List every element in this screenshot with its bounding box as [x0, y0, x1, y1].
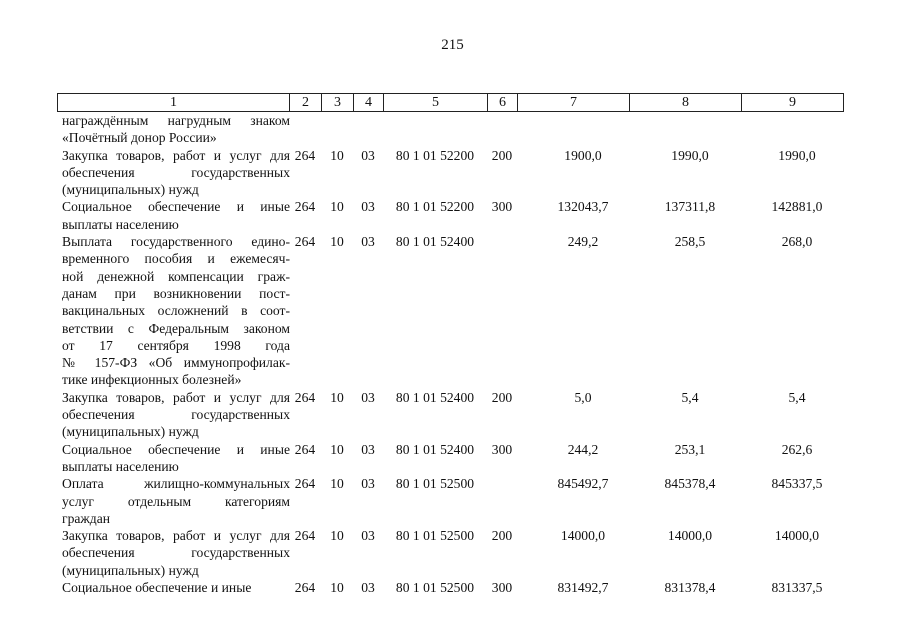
cell-c7: 249,2	[567, 234, 599, 250]
cell-c7: 845492,7	[557, 476, 609, 492]
table-row	[57, 527, 843, 579]
row-description	[62, 475, 290, 527]
cell-c6: 200	[491, 528, 513, 544]
column-header: 1	[58, 94, 290, 112]
cell-c4: 03	[361, 389, 375, 405]
row-description	[62, 198, 290, 233]
cell-c8: 5,4	[681, 389, 699, 405]
cell-c5: 80 1 01 52200	[395, 199, 475, 215]
cell-c5: 80 1 01 52400	[395, 441, 475, 457]
cell-c5: 80 1 01 52400	[395, 234, 475, 250]
cell-c7: 831492,7	[557, 580, 609, 596]
cell-c3: 10	[330, 441, 344, 457]
cell-c4: 03	[361, 147, 375, 163]
cell-c2: 264	[294, 441, 316, 457]
cell-c8: 831378,4	[664, 580, 716, 596]
table-row	[57, 389, 843, 441]
cell-c4: 03	[361, 476, 375, 492]
cell-c6: 200	[491, 147, 513, 163]
cell-c8: 258,5	[674, 234, 706, 250]
row-description	[62, 441, 290, 476]
cell-c8: 14000,0	[667, 528, 713, 544]
cell-c2: 264	[294, 199, 316, 215]
table-row	[57, 579, 843, 596]
cell-c2: 264	[294, 389, 316, 405]
description-line: обеспечения государственных	[62, 407, 290, 423]
cell-c2: 264	[294, 147, 316, 163]
cell-c7: 5,0	[574, 389, 592, 405]
row-description	[62, 579, 290, 596]
description-line: № 157-ФЗ «Об иммунопрофилак-	[62, 355, 290, 371]
description-line: от 17 сентября 1998 года	[62, 337, 290, 353]
cell-c9: 845337,5	[771, 476, 823, 492]
description-line: Закупка товаров, работ и услуг для	[62, 389, 290, 405]
table-row	[57, 475, 843, 527]
cell-c3: 10	[330, 528, 344, 544]
row-description	[62, 233, 290, 389]
table-row	[57, 233, 843, 389]
description-line: (муниципальных) нужд	[62, 182, 199, 198]
column-header-table	[57, 93, 844, 112]
cell-c6: 200	[491, 389, 513, 405]
description-line: (муниципальных) нужд	[62, 562, 199, 578]
cell-c9: 262,6	[781, 441, 813, 457]
cell-c9: 14000,0	[774, 528, 820, 544]
cell-c7: 132043,7	[557, 199, 609, 215]
table-row	[57, 112, 843, 147]
cell-c5: 80 1 01 52200	[395, 147, 475, 163]
cell-c4: 03	[361, 528, 375, 544]
column-header-row	[58, 94, 844, 112]
column-header: 3	[322, 94, 354, 112]
description-line: временного пособия и ежемесяч-	[62, 251, 290, 267]
cell-c2: 264	[294, 476, 316, 492]
cell-c4: 03	[361, 441, 375, 457]
column-header: 2	[290, 94, 322, 112]
description-line: Оплата жилищно-коммунальных	[62, 476, 290, 492]
cell-c4: 03	[361, 580, 375, 596]
cell-c5: 80 1 01 52500	[395, 580, 475, 596]
cell-c6: 300	[491, 441, 513, 457]
page-number: 215	[441, 37, 464, 53]
description-line: выплаты населению	[62, 458, 179, 474]
column-header: 5	[384, 94, 488, 112]
cell-c5: 80 1 01 52400	[395, 389, 475, 405]
description-line: награждённым нагрудным знаком	[62, 113, 290, 128]
cell-c9: 5,4	[788, 389, 806, 405]
description-line: Социальное обеспечение и иные	[62, 441, 290, 457]
cell-c4: 03	[361, 234, 375, 250]
cell-c2: 264	[294, 234, 316, 250]
description-line: Социальное обеспечение и иные	[62, 199, 290, 215]
column-header: 6	[488, 94, 518, 112]
description-line: обеспечения государственных	[62, 545, 290, 561]
column-header: 4	[354, 94, 384, 112]
cell-c9: 831337,5	[771, 580, 823, 596]
cell-c8: 253,1	[674, 441, 706, 457]
description-line: тике инфекционных болезней»	[62, 372, 242, 388]
cell-c7: 14000,0	[560, 528, 606, 544]
column-header: 8	[630, 94, 742, 112]
cell-c7: 1900,0	[564, 147, 602, 163]
description-line: граждан	[62, 510, 111, 526]
description-line: данам при возникновении пост-	[62, 285, 290, 301]
cell-c9: 268,0	[781, 234, 813, 250]
table-row	[57, 441, 843, 476]
cell-c5: 80 1 01 52500	[395, 476, 475, 492]
cell-c2: 264	[294, 580, 316, 596]
cell-c3: 10	[330, 199, 344, 215]
description-line: Социальное обеспечение и иные	[62, 580, 252, 596]
description-line: ветствии с Федеральным законом	[62, 320, 290, 336]
cell-c2: 264	[294, 528, 316, 544]
cell-c5: 80 1 01 52500	[395, 528, 475, 544]
description-line: «Почётный донор России»	[62, 130, 217, 146]
cell-c8: 137311,8	[664, 199, 716, 215]
cell-c3: 10	[330, 476, 344, 492]
table-row	[57, 147, 843, 199]
description-line: обеспечения государственных	[62, 164, 290, 180]
cell-c8: 1990,0	[671, 147, 709, 163]
cell-c4: 03	[361, 199, 375, 215]
row-description	[62, 112, 290, 147]
row-description	[62, 389, 290, 441]
cell-c3: 10	[330, 580, 344, 596]
description-line: выплаты населению	[62, 216, 179, 232]
description-line: вакцинальных осложнений в соот-	[62, 303, 290, 319]
row-description	[62, 147, 290, 199]
cell-c9: 142881,0	[771, 199, 823, 215]
description-line: ной денежной компенсации граж-	[62, 268, 290, 284]
cell-c3: 10	[330, 389, 344, 405]
column-header: 7	[518, 94, 630, 112]
cell-c6: 300	[491, 199, 513, 215]
description-line: Закупка товаров, работ и услуг для	[62, 147, 290, 163]
cell-c6: 300	[491, 580, 513, 596]
row-description	[62, 527, 290, 579]
description-line: Выплата государственного едино-	[62, 234, 290, 250]
budget-table-body	[57, 112, 843, 596]
cell-c3: 10	[330, 234, 344, 250]
table-row	[57, 198, 843, 233]
description-line: (муниципальных) нужд	[62, 424, 199, 440]
cell-c3: 10	[330, 147, 344, 163]
cell-c7: 244,2	[567, 441, 599, 457]
column-header: 9	[742, 94, 844, 112]
description-line: услуг отдельным категориям	[62, 493, 290, 509]
cell-c9: 1990,0	[778, 147, 816, 163]
description-line: Закупка товаров, работ и услуг для	[62, 528, 290, 544]
cell-c8: 845378,4	[664, 476, 716, 492]
